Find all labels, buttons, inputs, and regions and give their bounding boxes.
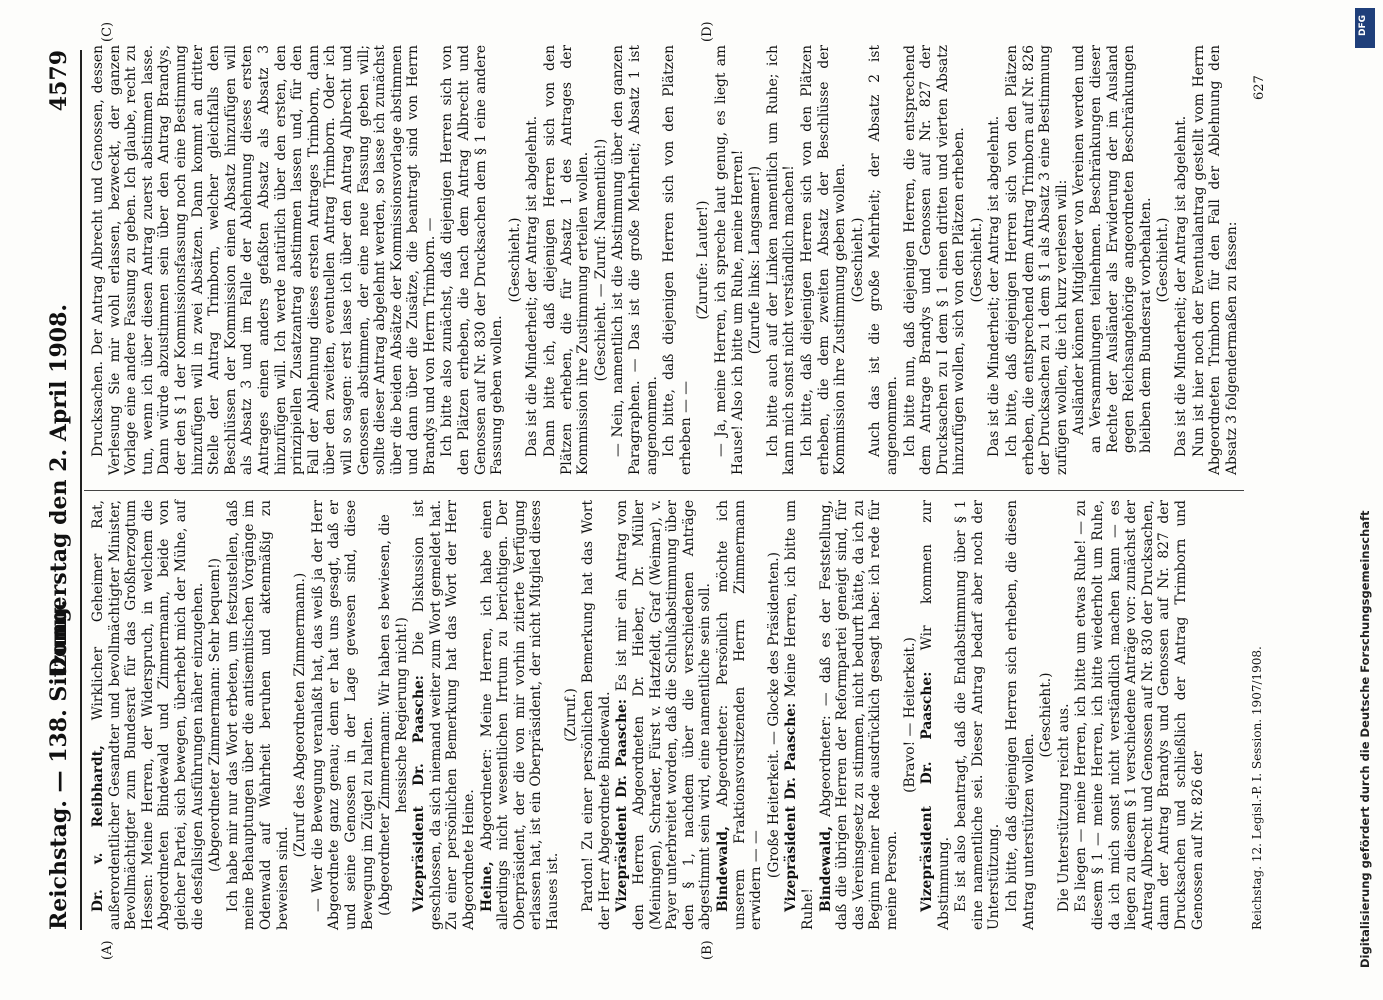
interjection: (Bravo! — Heiterkeit.) [901,637,918,793]
dfg-logo-text: DFG [1358,14,1368,36]
interjection: (Abgeordneter Zimmermann: Wir haben es bewiesen, die hessische Regierung nicht!) [377,514,410,916]
paragraph-text: Wirklicher Geheimer Rat, außerordentlicher Gesandter und bevollmächtigter Minister, Bevollmächtigter zum Bundesrat für das Großherzogtum Hessen: Meine Herren, der Widerspruch, in welchem die Abgeordneten Bindewald und Zimmermann, beide von gleicher Partei, sich bewegen, überhebt mich der Mühe, auf die desfallsigen Ausführungen näher einzugehen. [90,500,206,930]
header-page-number: 4579 [46,50,72,112]
header-rule [80,50,82,930]
paragraph-text: Dann bitte ich, daß diejenigen Herren sich von den Plätzen erheben, die für Absatz 1 des Antrages der Kommission ihre Zustimmung erteilen wollen. [542,45,592,475]
paragraph-text: Abgeordneter: Persönlich möchte ich unserem Fraktionsvorsitzenden Herrn Zimmermann erwidern — — [714,500,765,930]
paragraph [542,45,592,475]
paragraph-text: Ich bitte also zunächst, daß diejenigen Herren sich von den Plätzen erheben, die nach dem Antrag Albrecht und Genossen auf Nr. 830 der Drucksachen dem § 1 eine andere Fassung geben wollen. [439,45,506,475]
paragraph [867,45,900,475]
paragraph-text: Abgeordneter: — daß es der Feststellung, daß die übrigen Herren der Reformpartei geneigt sind, für das Vereinsgesetz zu stimmen, nicht bedurft hätte, da ich zu Beginn meiner Rede ausdrücklich gesagt habe: ich rede für meine Person. [817,500,900,930]
speaker-name: Vizepräsident Dr. Paasche: [919,671,936,912]
paragraph-text: — Ja, meine Herren, ich spreche laut genug, es liegt am Hause! Also ich bitte um Ruhe, meine Herren! [712,45,746,475]
paragraph [919,500,952,930]
speaker-name: Vizepräsident Dr. Paasche: [614,699,631,912]
dfg-logo [1355,8,1375,48]
paragraph-text: Das ist die Minderheit; der Antrag ist abgelehnt. [1173,115,1189,457]
interjection: (Geschieht.) [1038,672,1055,758]
paragraph-text: Wir kommen zur Abstimmung. [919,499,952,930]
paragraph-text: Meine Herren, ich bitte um Ruhe! [783,500,816,930]
paragraph [765,45,798,475]
paragraph [1004,45,1070,475]
paragraph-text: Ich bitte auch auf der Linken namentlich um Ruhe; ich kann mich sonst nicht verständlich machen! [764,45,798,475]
interjection: (Geschieht.) [1155,217,1172,303]
interjection: (Große Heiterkeit. — Glocke des Präsidenten.) [765,551,782,879]
speaker-name: Vizepräsident Dr. Paasche: [783,702,800,912]
paragraph [90,500,206,930]
speaker-name: Dr. v. Reibhardt, [90,745,106,912]
footer-session-note: Reichstag. 12. Legisl.-P. I. Session. 1907/1908. [1250,646,1264,930]
margin-mark-c: (C) [100,21,115,42]
interjection: (Geschieht.) [506,217,523,303]
interjection: (Geschieht. — Zuruf: Namentlich!) [592,138,609,382]
paragraph-text: Auch das ist die große Mehrheit; der Absatz 2 ist angenommen. [867,45,900,475]
paragraph-text: Ich bitte, daß diejenigen Herren sich von den Plätzen erheben, die entsprechend dem Antrag Trimborn auf Nr. 826 der Drucksachen zu 1 dem § 1 als Absatz 3 eine Bestimmung zufügen wollen, die ich kurz verlesen will: [1004,45,1070,475]
paragraph [713,45,746,475]
paragraph [90,45,438,475]
header-session: Reichstag. — 138. Sitzung. [46,599,72,930]
speaker-name: Vizepräsident Dr. Paasche: [411,675,428,912]
interjection: (Zuruf des Abgeordneten Zimmermann.) [292,572,309,858]
paragraph-text: — Wer die Bewegung veranlaßt hat, das weiß ja der Herr Abgeordnete ganz genau; denn er hat uns gesagt, daß er und seine Genossen in der Lage gewesen sind, diese Bewegung im Zügel zu halten. [309,500,376,930]
margin-mark-b: (B) [700,940,715,960]
paragraph [1191,45,1241,475]
speaker-name: Heine, [478,861,495,912]
interjection: (Zurufe links: Langsamer!) [747,165,764,355]
paragraph-text: Pardon! Zu einer persönlichen Bemerkung hat das Wort der Herr Abgeordnete Bindewald. [580,500,613,930]
folio-number: 627 [1252,75,1267,100]
paragraph-text: Es liegen — meine Herren, ich bitte um etwas Ruhe! — zu diesem § 1 — meine Herren, ich bitte wiederholt um Ruhe, da ich mich sonst nicht verständlich machen kann — es liegen zu diesem § 1 verschiedene Anträge vor: zunächst der Antrag Albrecht und Genossen auf Nr. 830 der Drucksachen, dann der Antrag Brandys und Genossen auf Nr. 827 der Drucksachen und schließlich der Antrag Trimborn und Genossen auf Nr. 826 der [1073,500,1206,930]
paragraph-text: Ich habe mir nur das Wort erbeten, um festzustellen, daß meine Behauptungen über die antisemitischen Vorgänge im Odenwald auf Wahrheit beruhen und aktenmäßig zu beweisen sind. [224,500,291,930]
paragraph [986,45,1003,475]
interjection: (Geschieht.) [849,217,866,303]
right-column [90,45,1241,475]
quoted-motion: Ausländer können Mitglieder von Vereinen werden und an Versammlungen teilnehmen. Beschränkungen dieser Rechte der Ausländer als Erwiderung der im Ausland gegen Reichsangehörige angeordneten Beschränkungen bleiben dem Bundesrat vorbehalten. [1071,45,1154,453]
paragraph-text: Nun ist hier noch der Eventualantrag gestellt vom Herrn Abgeordneten Trimborn für den Fall der Ablehnung den Absatz 3 folgendermaßen zu fassen: [1190,45,1240,475]
paragraph [1073,500,1206,930]
paragraph [411,500,477,930]
paragraph [661,45,694,475]
paragraph-text: Abgeordneter: Meine Herren, ich habe einen allerdings nicht wesentlichen Irrtum zu berichtigen. Der Oberpräsident, der die von mir vorhin zitierte Verfügung erlassen hat, ist ein Oberpräsident, der nicht Mitglied dieses Hauses ist. [478,500,562,930]
paragraph [902,45,968,475]
paragraph-text: — Nein, namentlich ist die Abstimmung über den ganzen Paragraphen. — Das ist die große Mehrheit; Absatz 1 ist angenommen. [610,45,660,475]
column-divider [84,490,1244,491]
paragraph [953,500,1003,930]
paragraph-text: Das ist die Minderheit; der Antrag ist abgelehnt. [524,115,541,457]
paragraph [783,500,816,930]
paragraph-text: Ich bitte, daß diejenigen Herren sich von den Plätzen erheben, die dem zweiten Absatz der Beschlüsse der Kommission ihre Zustimmung geben wollen. [798,45,849,475]
paragraph [610,45,660,475]
digitization-note: Digitalisierung gefördert durch die Deutsche Forschungsgemeinschaft [1358,510,1372,968]
rotated-page-content [40,0,1330,1000]
paragraph-text: Die Diskussion ist geschlossen, da sich niemand weiter zum Wort gemeldet hat. Zu einer persönlichen Bemerkung hat das Wort der Herr Abgeordnete Heine. [411,500,478,930]
paragraph-text: Drucksachen. Der Antrag Albrecht und Genossen, dessen Verlesung Sie mir wohl erlassen, bezweckt, der ganzen Vorlage eine andere Fassung zu geben. Ich glaube, recht zu tun, wenn ich über diesen Antrag zuerst abstimmen lasse. Dann würde abzustimmen sein über den Antrag Brandys, der den § 1 der Kommissionsfassung noch eine Bestimmung hinzufügen will in zwei Absätzen. Dann kommt an dritter Stelle der Antrag Trimborn, welcher gleichfalls den Beschlüssen der Kommission einen Absatz hinzufügen will als Absatz 3 und im Falle der Ablehnung dieses ersten Antrages einen anders gefaßten Absatz als Absatz 3 hinzufügen will. Ich werde natürlich über den ersten, den prinzipiellen Zusatzantrag abstimmen lassen und, für den Fall der Ablehnung dieses ersten Antrages Trimborn, dann über den zweiten, eventuellen Antrag Trimborn. Oder ich will so sagen: erst lasse ich über den Antrag Albrecht und Genossen abstimmen, der eine neue Fassung geben will; sollte dieser Antrag abgelehnt werden, so lasse ich zunächst über die beiden Absätze der Kommissionsvorlage abstimmen und dann über die Zusätze, die beantragt sind von Herrn Brandys und von Herrn Trimborn. — [90,45,438,475]
paragraph [439,45,505,475]
interjection: (Geschieht.) [968,217,985,303]
margin-mark-a: (A) [100,940,115,960]
paragraph [225,500,291,930]
paragraph-text: Es ist mir ein Antrag von den Herren Abgeordneten Dr. Hieber, Dr. Müller (Meiningen), Schrader, Fürst v. Hatzfeldt, Graf (Weimar), v. Payer unterbreitet worden, daß die Schlußabstimmung über den § 1, nachdem über die verschiedenen Anträge abgestimmt sein wird, eine namentliche sein soll. [614,500,714,930]
paragraph [479,500,562,930]
left-column [90,500,1207,930]
paragraph-text: Ich bitte, daß diejenigen Herren sich erheben, die diesen Antrag unterstützen wollen. [1004,500,1037,930]
margin-mark-d: (D) [700,21,715,42]
paragraph [715,500,765,930]
running-header [40,50,80,930]
paragraph [1173,45,1190,475]
paragraph [310,500,376,930]
paragraph [1056,500,1073,930]
paragraph-text: Ich bitte, daß diejenigen Herren sich von den Plätzen erheben — — [661,45,694,475]
interjection: (Abgeordneter Zimmermann: Sehr bequem!) [207,557,224,873]
header-date: Donnerstag den 2. April 1908. [46,303,72,677]
speaker-name: Bindewald, [817,826,834,912]
paragraph [614,500,714,930]
paragraph-text: Es ist also beantragt, daß die Endabstimmung über § 1 eine namentliche sei. Dieser Antrag bedarf aber noch der Unterstützung. [953,500,1003,930]
paragraph [818,500,901,930]
interjection: (Zurufe: Lauter!) [695,200,712,320]
paragraph-text: Ich bitte nun, daß diejenigen Herren, die entsprechend dem Antrage Brandys und Genossen auf Nr. 827 der Drucksachen zu I dem § 1 einen dritten und vierten Absatz hinzufügen wollen, sich von den Plätzen erheben. [901,45,968,475]
paragraph [524,45,541,475]
paragraph [580,500,613,930]
speaker-name: Bindewald, [714,826,731,912]
paragraph-text: Das ist die Minderheit; der Antrag ist abgelehnt. [986,115,1003,457]
digitization-strip [1355,8,1375,998]
paragraph [799,45,849,475]
paragraph [1004,500,1037,930]
interjection: (Zuruf.) [562,688,579,742]
paragraph-text: Die Unterstützung reicht aus. [1055,703,1072,912]
